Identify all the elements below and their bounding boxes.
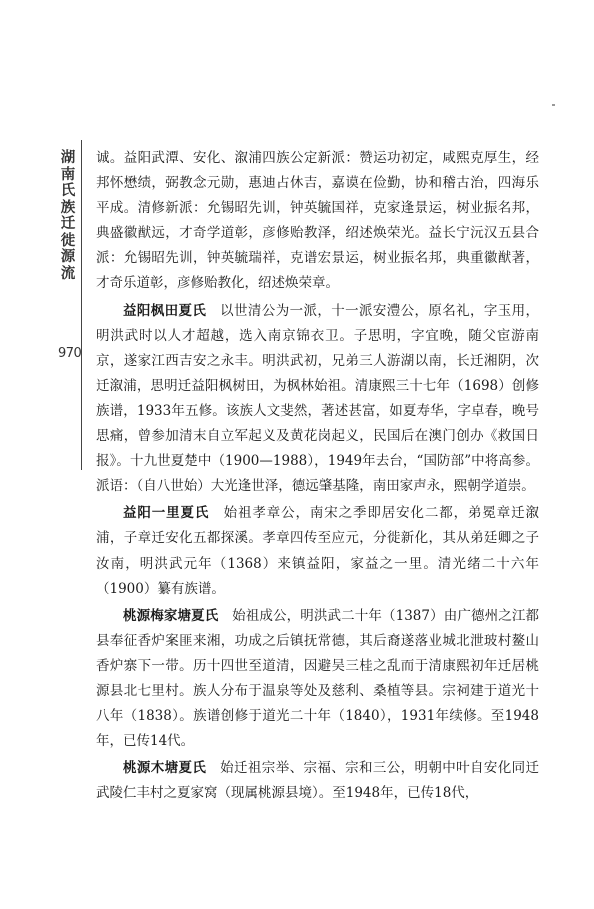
paragraph-continued xyxy=(96,146,539,297)
clan-heading: 益阳一里夏氏 xyxy=(123,505,210,522)
paragraph-text: 始祖孝章公，南宋之季即居安化二都，弟冕章迁溆浦，子章迁安化五都探溪。孝章四传至应元，分徙新化，其从弟廷卿之子汝南，明洪武元年（1368）来镇益阳，家益之一里。清光绪二十六年（1900）纂有族谱。 xyxy=(96,505,539,597)
paragraph-yiyang-yili xyxy=(96,501,539,601)
clan-heading: 桃源梅家塘夏氏 xyxy=(123,607,219,624)
paragraph-text: 以世清公为一派，十一派安澧公，原名礼，字玉用，明洪武时以人才超越，选入南京锦衣卫。子思明，字宜晚，随父宦游南京，遂家江西吉安之永丰。明洪武初，兄弟三人游湖以南，长迁湘阴，次迁溆浦，思明迁益阳枫树田，为枫林始祖。清康熙三十七年（1698）创修族谱，1933年五修。该族人文斐然，著述甚富，如夏寿华，字卓春，晚号思痛，曾参加清末自立军起义及黄花岗起义，民国后在澳门创办《救国日报》。十九世夏楚中（1900—1988），1949年去台，“国防部”中将高参。派语：（自八世始）大光逢世泽，德远肇基隆，南田家声永，熙朝学道崇。 xyxy=(96,302,540,495)
page-corner-mark xyxy=(552,104,555,106)
paragraph-text: 始祖成公，明洪武二十年（1387）由广德州之江都县奉征香炉案匪来湘，功成之后镇抚常德，其后裔遂落业城北泄玻村鳌山香炉寨下一带。历十四世至道清，因避吴三桂之乱而于清康熙初年迁居桃源县北七里村。族人分布于温泉等处及慈利、桑植等县。宗祠建于道光十八年（1838）。族谱创修于道光二十年（1840），1931年续修。至1948年，已传14代。 xyxy=(96,607,540,750)
paragraph-taoyuan-meijiatang xyxy=(96,604,539,755)
side-divider-rule xyxy=(81,140,82,470)
paragraph-text: 诚。益阳武潭、安化、溆浦四族公定新派：赞运功初定，咸熙克厚生，经邦怀懋绩，弼教念元勋，惠迪占休吉，嘉谟在俭勤，协和稽古治，四海乐平成。清修新派：允锡昭先训，钟英毓国祥，克家逢景运，树业振名邦，典盛徽猷远，才奇学道彰，彦修贻教泽，绍述焕荣光。益长宁沅汉五县合派：允锡昭先训，钟英毓瑞祥，克谱宏景运，树业振名邦，典重徽猷著，才奇乐道彰，彦修贻教化，绍述焕荣章。 xyxy=(96,150,539,292)
paragraph-taoyuan-mutang xyxy=(96,756,539,806)
body-text xyxy=(96,146,539,806)
page-number: 970 xyxy=(58,346,82,361)
clan-heading: 桃源木塘夏氏 xyxy=(123,760,207,777)
running-side-title: 湖南氏族迁徙源流 xyxy=(60,150,76,282)
paragraph-text: 始迁祖宗举、宗福、宗和三公，明朝中叶自安化同迁武陵仁丰村之夏家窝（现属桃源县境）。至1948年，已传18代， xyxy=(96,760,540,802)
paragraph-yiyang-fengtian xyxy=(96,299,539,500)
clan-heading: 益阳枫田夏氏 xyxy=(123,302,207,319)
